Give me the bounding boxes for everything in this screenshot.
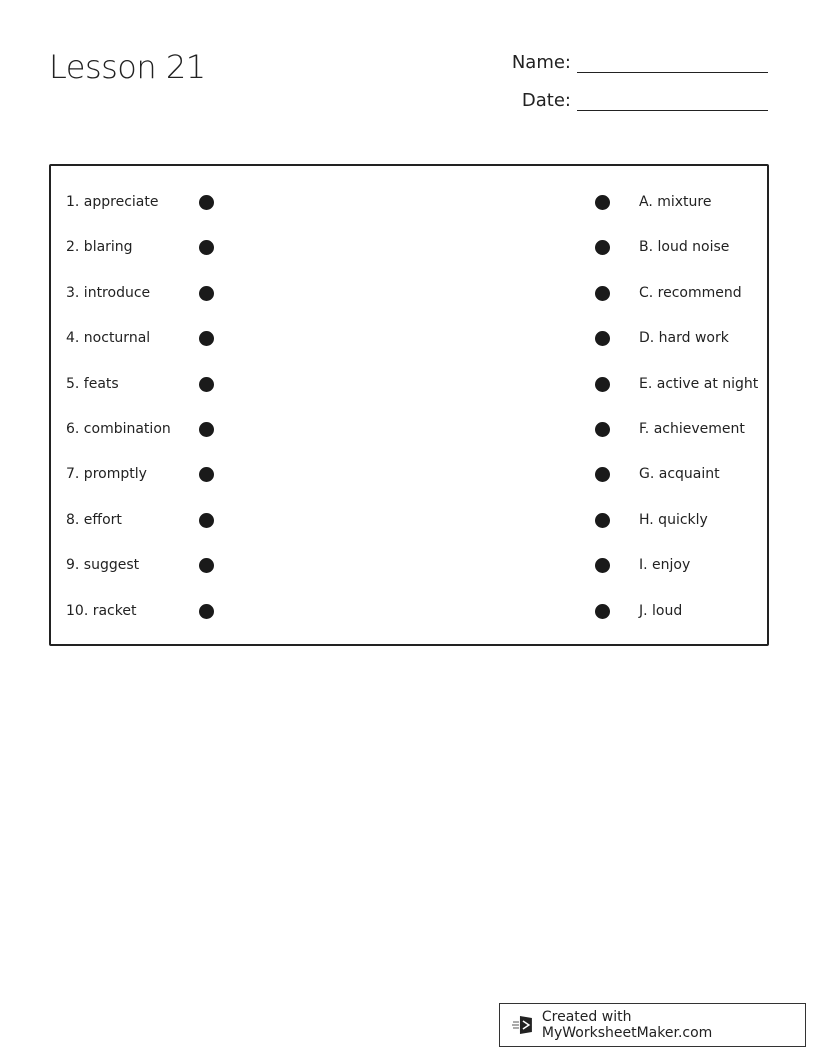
definition-label: C. recommend [639, 284, 742, 301]
name-field [512, 52, 768, 73]
definition-label: A. mixture [639, 194, 712, 210]
match-row [51, 283, 767, 303]
definition-label: B. loud noise [639, 239, 730, 256]
term-label: 8. effort [66, 511, 122, 528]
definition-label: D. hard work [639, 330, 729, 347]
date-line [577, 96, 768, 111]
definition-connector-dot[interactable] [595, 422, 610, 437]
term-connector-dot[interactable] [199, 377, 214, 392]
term-label: 5. feats [66, 375, 119, 392]
term-connector-dot[interactable] [199, 286, 214, 301]
match-row [51, 464, 767, 484]
worksheet-maker-logo-icon [512, 1014, 534, 1036]
match-row [51, 419, 767, 439]
term-label: 3. introduce [66, 284, 151, 301]
match-row [51, 510, 767, 530]
match-row [51, 601, 767, 621]
date-field [522, 90, 768, 111]
term-label: 10. racket [66, 602, 137, 619]
definition-label: F. achievement [639, 421, 745, 437]
term-label: 2. blaring [66, 239, 133, 256]
definition-connector-dot[interactable] [595, 467, 610, 482]
definition-label: E. active at night [639, 375, 759, 392]
match-row [51, 328, 767, 348]
term-connector-dot[interactable] [199, 195, 214, 210]
page-title: Lesson 21 [49, 48, 206, 86]
credit-badge [499, 1003, 806, 1047]
credit-text: Created with MyWorksheetMaker.com [541, 1009, 713, 1041]
term-label: 7. promptly [66, 466, 147, 483]
definition-connector-dot[interactable] [595, 331, 610, 346]
definition-connector-dot[interactable] [595, 558, 610, 573]
term-connector-dot[interactable] [199, 422, 214, 437]
definition-connector-dot[interactable] [595, 513, 610, 528]
term-connector-dot[interactable] [199, 240, 214, 255]
date-label: Date: [521, 90, 571, 111]
match-row [51, 374, 767, 394]
definition-label: H. quickly [639, 511, 708, 528]
term-label: 1. appreciate [66, 194, 159, 210]
match-row [51, 237, 767, 257]
matching-box [49, 164, 769, 646]
definition-label: G. acquaint [639, 466, 720, 483]
name-label: Name: [511, 52, 571, 73]
definition-connector-dot[interactable] [595, 240, 610, 255]
term-label: 4. nocturnal [66, 330, 151, 347]
definition-connector-dot[interactable] [595, 195, 610, 210]
term-connector-dot[interactable] [199, 331, 214, 346]
term-label: 9. suggest [66, 557, 140, 574]
term-connector-dot[interactable] [199, 467, 214, 482]
definition-label: I. enjoy [639, 557, 691, 574]
definition-label: J. loud [639, 602, 683, 619]
term-connector-dot[interactable] [199, 558, 214, 573]
name-line [577, 58, 768, 73]
match-row [51, 192, 767, 212]
term-connector-dot[interactable] [199, 513, 214, 528]
term-label: 6. combination [66, 421, 171, 437]
definition-connector-dot[interactable] [595, 377, 610, 392]
match-row [51, 555, 767, 575]
definition-connector-dot[interactable] [595, 286, 610, 301]
definition-connector-dot[interactable] [595, 604, 610, 619]
term-connector-dot[interactable] [199, 604, 214, 619]
